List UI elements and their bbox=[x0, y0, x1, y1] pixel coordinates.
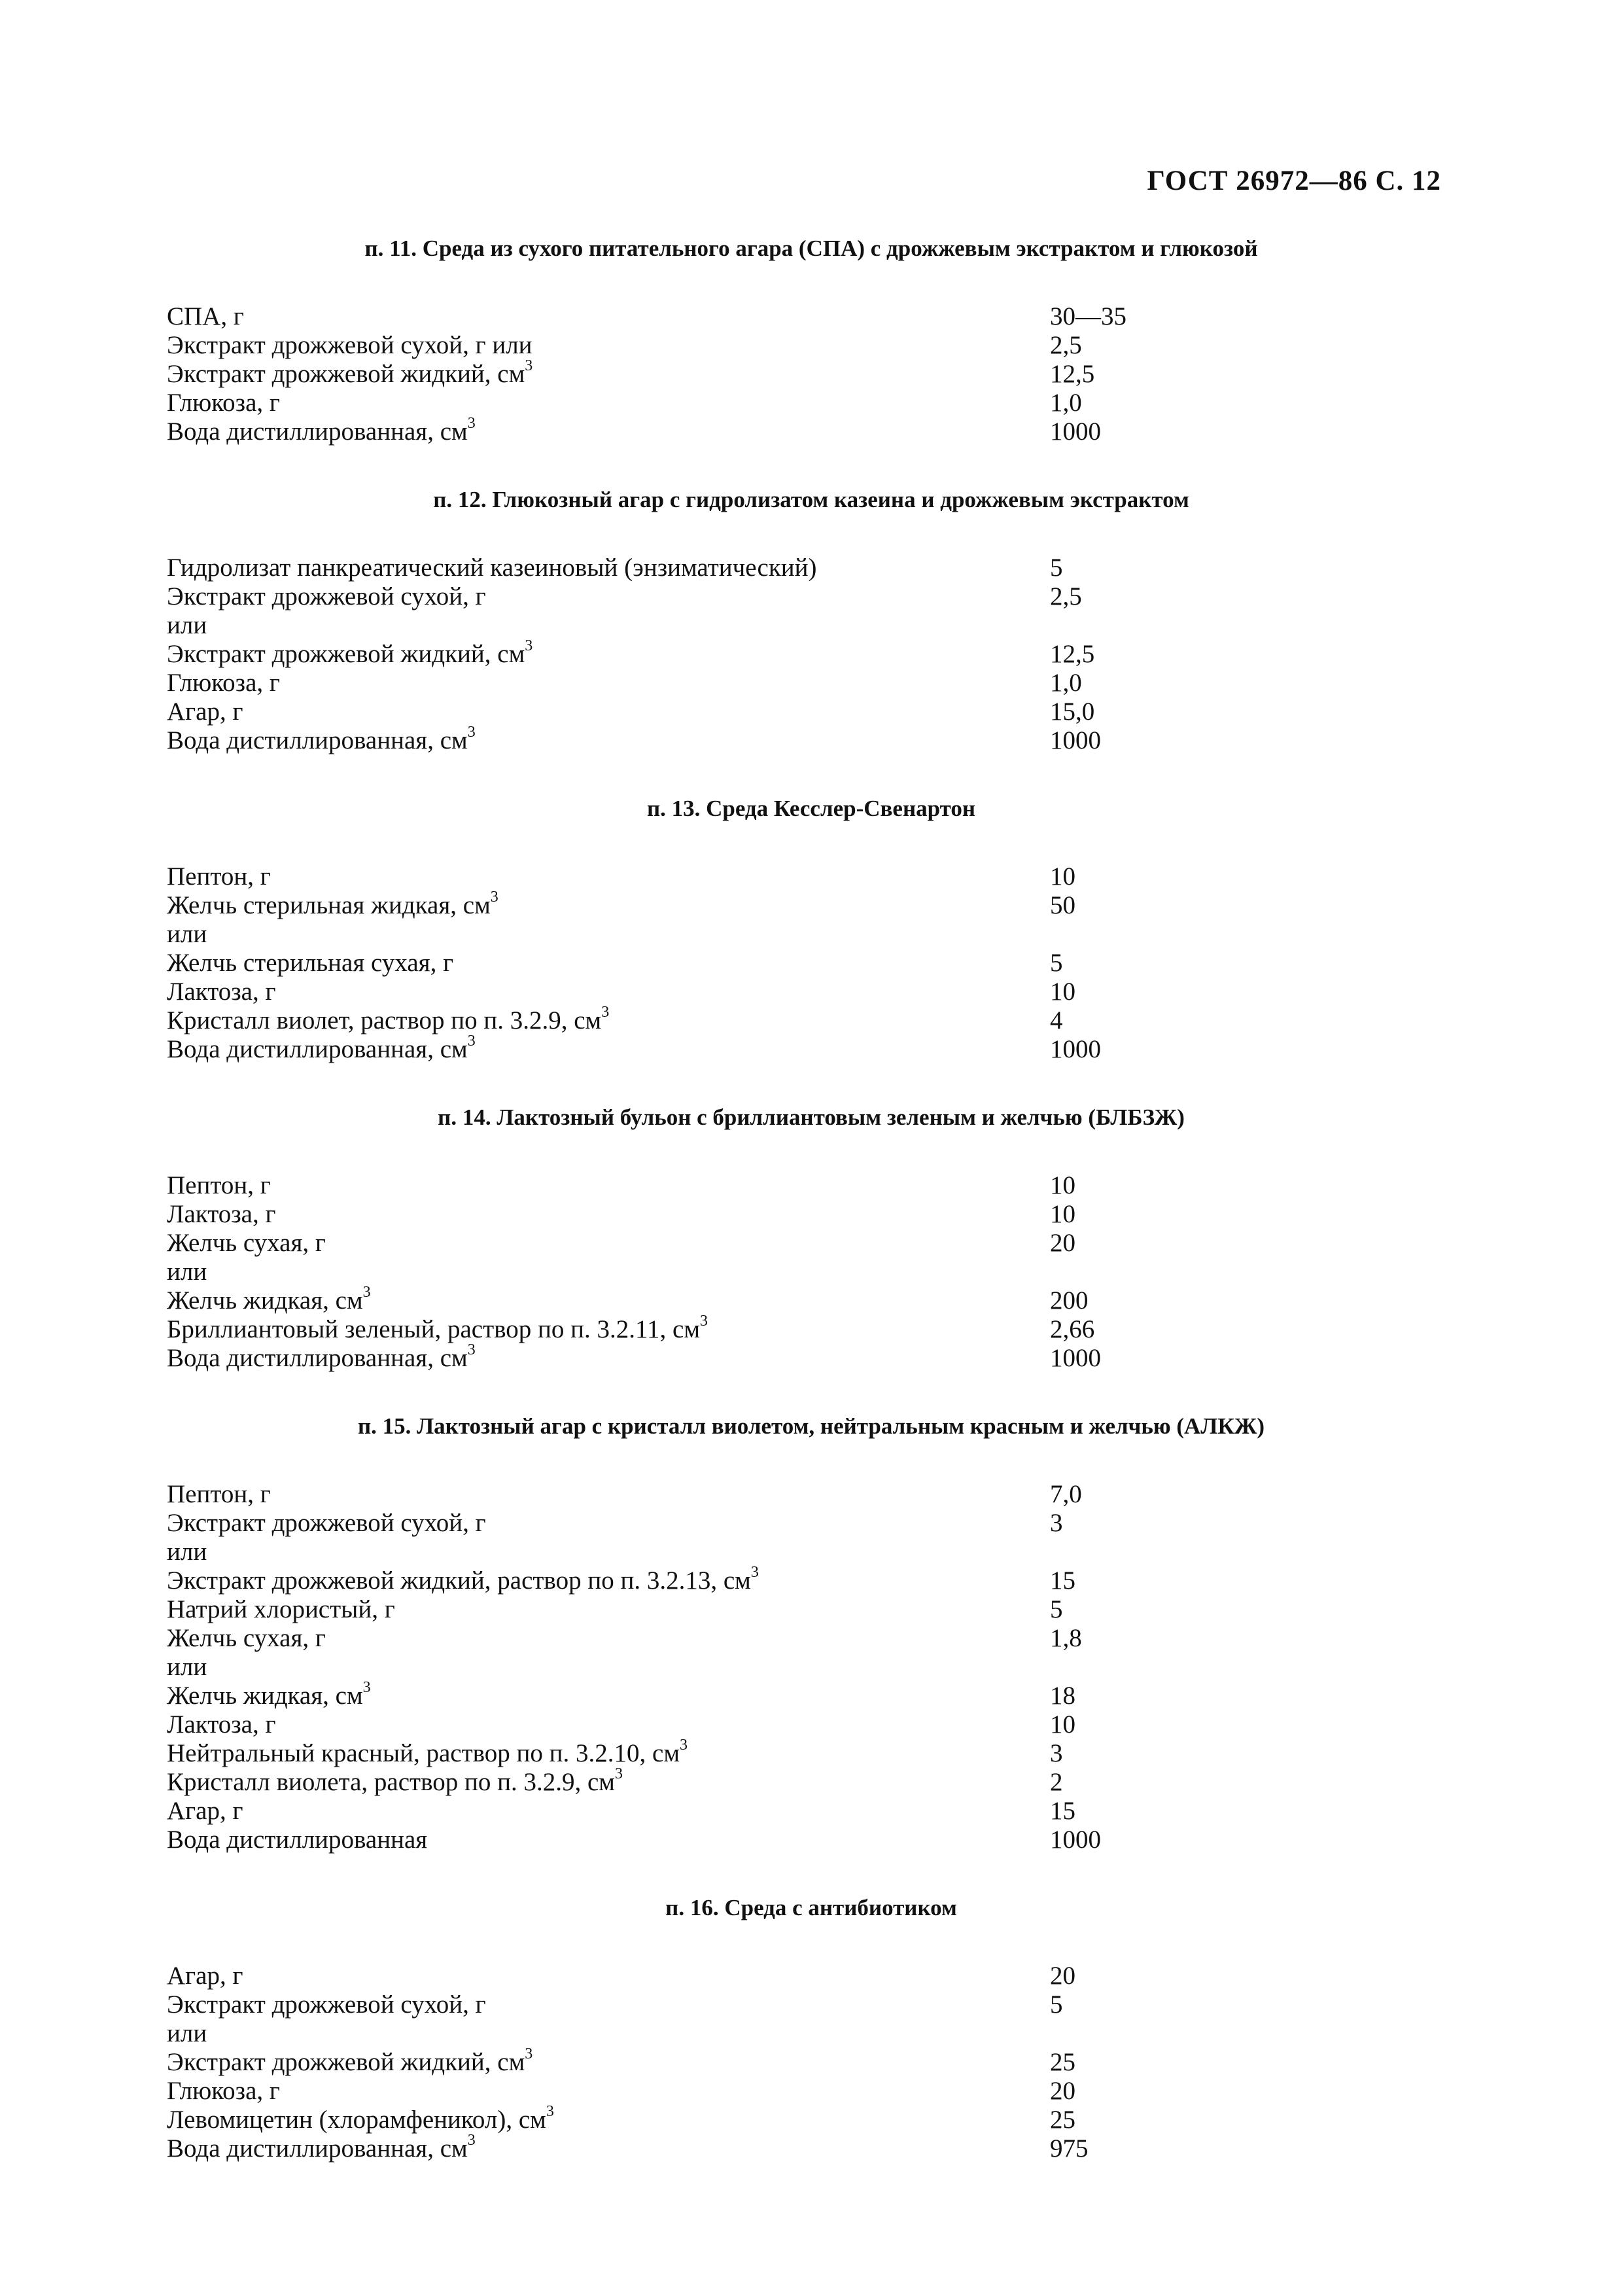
ingredient-amount: 975 bbox=[1050, 2134, 1089, 2163]
ingredient-label: Экстракт дрожжевой сухой, г bbox=[167, 1990, 486, 2019]
ingredient-label: Лактоза, г bbox=[167, 978, 276, 1006]
ingredient-label: Глюкоза, г bbox=[167, 2077, 280, 2105]
ingredient-row bbox=[167, 1171, 1456, 1200]
ingredient-row bbox=[167, 2103, 1456, 2134]
ingredient-amount: 200 bbox=[1050, 1286, 1089, 1315]
ingredient-row bbox=[167, 1341, 1456, 1373]
ingredient-amount: 10 bbox=[1050, 978, 1075, 1006]
ingredient-label: Экстракт дрожжевой жидкий, $см^3$ bbox=[167, 2045, 533, 2076]
ingredient-amount: 25 bbox=[1050, 2048, 1075, 2076]
ingredient-label: Желчь стерильная жидкая, $см^3$ bbox=[167, 889, 498, 919]
ingredient-row bbox=[167, 417, 1456, 446]
ingredient-label: или bbox=[167, 611, 207, 639]
ingredient-row bbox=[167, 1710, 1456, 1739]
ingredient-label: или bbox=[167, 2019, 207, 2047]
ingredient-amount: 10 bbox=[1050, 1710, 1075, 1739]
ingredient-label: Экстракт дрожжевой жидкий, $см^3$ bbox=[167, 637, 533, 668]
ingredient-row bbox=[167, 1035, 1456, 1064]
ingredient-label: Агар, г bbox=[167, 1797, 243, 1825]
ingredient-row bbox=[167, 389, 1456, 417]
section-title: п. 15. Лактозный агар с кристалл виолетом, нейтральным красным и желчью (АЛКЖ) bbox=[357, 1413, 1265, 1439]
ingredient-label: Вода дистиллированная, $см^3$ bbox=[167, 415, 476, 446]
ingredient-amount: 20 bbox=[1050, 2077, 1075, 2105]
ingredient-row bbox=[167, 669, 1456, 698]
ingredient-row bbox=[167, 1653, 1456, 1682]
ingredient-amount: 15 bbox=[1050, 1797, 1075, 1825]
ingredient-label: Лактоза, г bbox=[167, 1710, 276, 1739]
ingredient-amount: 1,0 bbox=[1050, 389, 1082, 417]
ingredient-amount: 1000 bbox=[1050, 726, 1101, 754]
ingredient-amount: 20 bbox=[1050, 1229, 1075, 1257]
ingredient-amount: 1000 bbox=[1050, 1826, 1101, 1854]
ingredient-row bbox=[167, 1679, 1456, 1710]
ingredient-row bbox=[167, 1200, 1456, 1229]
ingredient-label: Экстракт дрожжевой жидкий, $см^3$ bbox=[167, 357, 533, 388]
ingredient-row bbox=[167, 1286, 1456, 1315]
section bbox=[167, 486, 1456, 755]
ingredient-row bbox=[167, 726, 1456, 755]
section bbox=[167, 794, 1456, 1064]
ingredient-row bbox=[167, 1739, 1456, 1768]
ingredient-amount: 18 bbox=[1050, 1682, 1075, 1710]
ingredient-amount: 3 bbox=[1050, 1509, 1063, 1537]
ingredient-amount: 2,66 bbox=[1050, 1315, 1095, 1343]
ingredient-label: Левомицетин (хлорамфеникол), $см^3$ bbox=[167, 2103, 554, 2134]
ingredient-label: или bbox=[167, 1258, 207, 1286]
ingredient-row bbox=[167, 1480, 1456, 1509]
ingredient-label: СПА, г bbox=[167, 302, 244, 330]
ingredient-row bbox=[167, 1566, 1456, 1595]
section-title: п. 16. Среда с антибиотиком bbox=[665, 1895, 957, 1920]
ingredient-row bbox=[167, 554, 1456, 582]
ingredient-label: Вода дистиллированная, $см^3$ bbox=[167, 1033, 476, 1063]
ingredient-row bbox=[167, 2077, 1456, 2106]
ingredient-amount: 2 bbox=[1050, 1768, 1063, 1796]
ingredient-label: Глюкоза, г bbox=[167, 669, 280, 697]
ingredient-amount: 5 bbox=[1050, 554, 1063, 582]
ingredient-label: Вода дистиллированная bbox=[167, 1826, 428, 1854]
ingredient-list bbox=[167, 862, 1456, 1064]
ingredient-amount bbox=[1050, 1258, 1456, 1286]
ingredient-row bbox=[167, 978, 1456, 1006]
ingredient-row bbox=[167, 891, 1456, 920]
ingredient-amount: 5 bbox=[1050, 949, 1063, 977]
ingredient-label: Глюкоза, г bbox=[167, 389, 280, 417]
ingredient-list bbox=[167, 554, 1456, 755]
ingredient-label: Вода дистиллированная, $см^3$ bbox=[167, 2132, 476, 2163]
ingredient-label: Вода дистиллированная, $см^3$ bbox=[167, 724, 476, 754]
ingredient-row bbox=[167, 1595, 1456, 1624]
ingredient-amount: 1000 bbox=[1050, 417, 1101, 446]
ingredient-amount: 25 bbox=[1050, 2106, 1075, 2134]
page-header: ГОСТ 26972—86 С. 12 bbox=[1147, 166, 1441, 196]
ingredient-label: Натрий хлористый, г bbox=[167, 1595, 395, 1623]
ingredient-label: Лактоза, г bbox=[167, 1200, 276, 1228]
ingredient-row bbox=[167, 949, 1456, 978]
ingredient-row bbox=[167, 1624, 1456, 1653]
ingredient-amount bbox=[1050, 1538, 1456, 1566]
ingredient-row bbox=[167, 1229, 1456, 1258]
ingredient-row bbox=[167, 1765, 1456, 1797]
ingredient-label: Вода дистиллированная, $см^3$ bbox=[167, 1341, 476, 1372]
ingredient-label: Желчь стерильная сухая, г bbox=[167, 949, 454, 977]
ingredient-label: Пептон, г bbox=[167, 1480, 271, 1508]
ingredient-row bbox=[167, 331, 1456, 360]
ingredient-row bbox=[167, 357, 1456, 389]
ingredient-label: Пептон, г bbox=[167, 862, 271, 891]
ingredient-amount: 20 bbox=[1050, 1962, 1075, 1990]
ingredient-label: Желчь сухая, г bbox=[167, 1624, 326, 1652]
ingredient-row bbox=[167, 698, 1456, 726]
ingredient-row bbox=[167, 1315, 1456, 1344]
ingredient-row bbox=[167, 1990, 1456, 2019]
ingredient-row bbox=[167, 1826, 1456, 1854]
ingredient-label: Экстракт дрожжевой сухой, г или bbox=[167, 331, 532, 359]
ingredient-amount: 4 bbox=[1050, 1006, 1063, 1034]
ingredient-row bbox=[167, 302, 1456, 331]
ingredient-row bbox=[167, 920, 1456, 949]
ingredient-amount: 12,5 bbox=[1050, 360, 1095, 388]
ingredient-label: Кристалл виолета, раствор по п. 3.2.9, $см^3$ bbox=[167, 1765, 623, 1796]
ingredient-label: Желчь жидкая, $см^3$ bbox=[167, 1679, 371, 1710]
section-title: п. 11. Среда из сухого питательного агара (СПА) с дрожжевым экстрактом и глюкозой bbox=[364, 236, 1258, 261]
ingredient-amount: 1,0 bbox=[1050, 669, 1082, 697]
ingredient-row bbox=[167, 1006, 1456, 1035]
ingredient-label: Желчь жидкая, $см^3$ bbox=[167, 1284, 371, 1315]
ingredient-amount: 30—35 bbox=[1050, 302, 1126, 330]
ingredient-list bbox=[167, 1480, 1456, 1854]
ingredient-row bbox=[167, 611, 1456, 640]
ingredient-label: Нейтральный красный, раствор по п. 3.2.10, $см^3$ bbox=[167, 1737, 688, 1767]
ingredient-label: или bbox=[167, 1653, 207, 1681]
ingredient-amount: 12,5 bbox=[1050, 640, 1095, 668]
ingredient-label: Гидролизат панкреатический казеиновый (энзиматический) bbox=[167, 554, 817, 582]
section bbox=[167, 234, 1456, 446]
ingredient-label: Агар, г bbox=[167, 698, 243, 726]
section-title: п. 14. Лактозный бульон с бриллиантовым зеленым и желчью (БЛБЗЖ) bbox=[438, 1104, 1185, 1130]
ingredient-list bbox=[167, 1171, 1456, 1373]
ingredient-amount: 3 bbox=[1050, 1739, 1063, 1767]
ingredient-list bbox=[167, 302, 1456, 446]
ingredient-label: или bbox=[167, 1538, 207, 1566]
ingredient-row bbox=[167, 1797, 1456, 1826]
ingredient-row bbox=[167, 582, 1456, 611]
ingredient-label: Экстракт дрожжевой сухой, г bbox=[167, 1509, 486, 1537]
ingredient-amount: 1000 bbox=[1050, 1344, 1101, 1372]
ingredient-row bbox=[167, 2019, 1456, 2048]
section-title: п. 12. Глюкозный агар с гидролизатом казеина и дрожжевым экстрактом bbox=[433, 487, 1189, 512]
ingredient-row bbox=[167, 1509, 1456, 1538]
ingredient-amount: 10 bbox=[1050, 862, 1075, 891]
ingredient-amount bbox=[1050, 920, 1456, 949]
ingredient-amount: 1000 bbox=[1050, 1035, 1101, 1063]
ingredient-amount: 15 bbox=[1050, 1566, 1075, 1595]
ingredient-amount: 1,8 bbox=[1050, 1624, 1082, 1652]
ingredient-amount: 7,0 bbox=[1050, 1480, 1082, 1508]
ingredient-amount bbox=[1050, 611, 1456, 640]
ingredient-amount: 10 bbox=[1050, 1200, 1075, 1228]
ingredient-amount bbox=[1050, 1653, 1456, 1682]
ingredient-amount: 2,5 bbox=[1050, 582, 1082, 610]
ingredient-amount: 10 bbox=[1050, 1171, 1075, 1199]
ingredient-label: Пептон, г bbox=[167, 1171, 271, 1199]
ingredient-row bbox=[167, 862, 1456, 891]
ingredient-amount: 50 bbox=[1050, 891, 1075, 919]
ingredient-row bbox=[167, 2134, 1456, 2163]
ingredient-label: Бриллиантовый зеленый, раствор по п. 3.2.11, $см^3$ bbox=[167, 1313, 708, 1343]
ingredient-label: Экстракт дрожжевой жидкий, раствор по п. 3.2.13, $см^3$ bbox=[167, 1564, 759, 1595]
ingredient-amount: 15,0 bbox=[1050, 698, 1095, 726]
ingredient-label: или bbox=[167, 920, 207, 948]
section bbox=[167, 1894, 1456, 2163]
ingredient-list bbox=[167, 1962, 1456, 2163]
ingredient-row bbox=[167, 1538, 1456, 1566]
ingredient-amount: 2,5 bbox=[1050, 331, 1082, 359]
section bbox=[167, 1412, 1456, 1854]
ingredient-label: Экстракт дрожжевой сухой, г bbox=[167, 582, 486, 610]
ingredient-label: Агар, г bbox=[167, 1962, 243, 1990]
ingredient-amount: 5 bbox=[1050, 1595, 1063, 1623]
ingredient-row bbox=[167, 2045, 1456, 2077]
section-title: п. 13. Среда Кесслер-Свенартон bbox=[646, 796, 976, 821]
ingredient-amount bbox=[1050, 2019, 1456, 2048]
section bbox=[167, 1103, 1456, 1373]
ingredient-label: Кристалл виолет, раствор по п. 3.2.9, $см^3$ bbox=[167, 1004, 610, 1034]
document-body bbox=[167, 234, 1456, 2202]
ingredient-row bbox=[167, 1962, 1456, 1990]
ingredient-row bbox=[167, 1258, 1456, 1286]
ingredient-row bbox=[167, 637, 1456, 669]
ingredient-label: Желчь сухая, г bbox=[167, 1229, 326, 1257]
ingredient-amount: 5 bbox=[1050, 1990, 1063, 2019]
